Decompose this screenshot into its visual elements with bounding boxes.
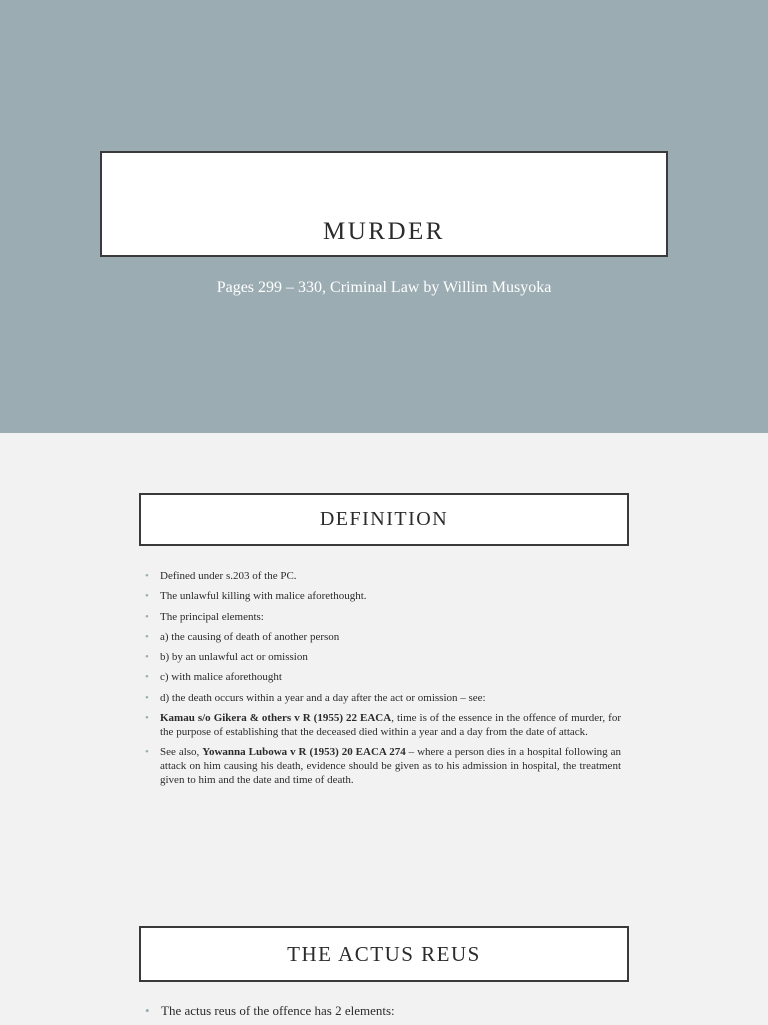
bullet-icon: •	[145, 590, 149, 603]
actus-reus-heading: THE ACTUS REUS	[139, 926, 629, 982]
bullet-icon: •	[145, 691, 149, 704]
case-citation: Kamau s/o Gikera & others v R (1955) 22 EACA	[160, 712, 392, 725]
list-item	[145, 691, 621, 705]
list-item	[145, 670, 621, 684]
bullet-icon: •	[145, 712, 149, 725]
bullet-text: , time is of the essence in the offence of murder, for the purpose of establishing that the deceased died within a year and a day from the date of attack.	[160, 712, 621, 739]
bullet-icon: •	[145, 570, 149, 582]
bullet-text: a) the causing of death of another person	[160, 630, 340, 643]
bullet-text: b) by an unlawful act or omission	[160, 651, 308, 664]
bullet-text: c) with malice aforethought	[160, 671, 282, 684]
bullet-icon: •	[145, 651, 149, 664]
list-item	[145, 745, 621, 787]
list-item	[145, 1003, 621, 1019]
case-citation: Yowanna Lubowa v R (1953) 20 EACA 274	[202, 746, 406, 759]
bullet-text: – where a person dies in a hospital following an attack on him causing his death, evidence should be given as to his admission in hospital, the treatment given to him and the date and time of death.	[160, 746, 621, 787]
bullet-icon: •	[145, 630, 149, 643]
list-item	[145, 610, 621, 624]
actus-reus-bullet-list	[145, 1003, 621, 1025]
bullet-icon: •	[145, 610, 149, 623]
title-slide	[0, 0, 768, 433]
bullet-icon: •	[145, 1003, 150, 1018]
bullet-text: d) the death occurs within a year and a day after the act or omission – see:	[160, 691, 486, 704]
bullet-text: The principal elements:	[160, 610, 264, 623]
slide-title: MURDER	[323, 218, 445, 245]
definition-heading: DEFINITION	[139, 493, 629, 546]
list-item	[145, 711, 621, 739]
bullet-icon: •	[145, 671, 149, 684]
title-box	[100, 151, 668, 257]
list-item	[145, 630, 621, 644]
bullet-text: Defined under s.203 of the PC.	[160, 570, 297, 582]
slide-subtitle: Pages 299 – 330, Criminal Law by Willim Musyoka	[216, 279, 552, 296]
list-item	[145, 589, 621, 603]
bullet-text: The unlawful killing with malice aforethought.	[160, 590, 367, 603]
content-slides	[0, 433, 768, 1024]
bullet-text: The actus reus of the offence has 2 elements:	[161, 1003, 395, 1018]
bullet-prefix: See also,	[160, 746, 203, 759]
list-item	[145, 569, 621, 583]
definition-bullet-list	[145, 569, 621, 794]
bullet-icon: •	[145, 746, 149, 759]
list-item	[145, 650, 621, 664]
